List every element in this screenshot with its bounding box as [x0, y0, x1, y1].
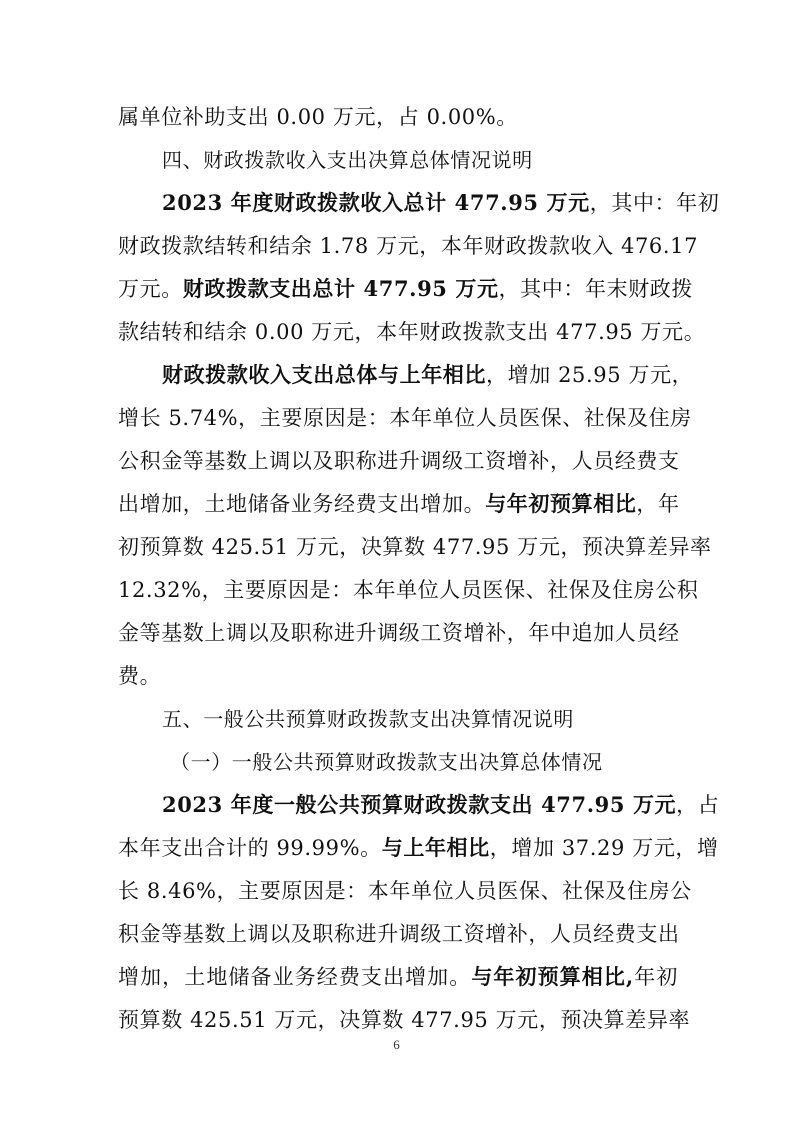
- text-line: [162, 183, 720, 223]
- section-heading-5: 五、一般公共预算财政拨款支出决算情况说明: [162, 707, 574, 731]
- plain-text: ，其中：年末财政拨: [498, 277, 694, 301]
- subsection-heading-1: （一）一般公共预算财政拨款支出决算总体情况: [170, 750, 603, 774]
- text-line: 财政拨款结转和结余 1.78 万元，本年财政拨款收入 476.17: [118, 234, 699, 258]
- plain-text: 本年支出合计的 99.99%。: [118, 836, 382, 860]
- text-line: [118, 828, 719, 868]
- text-line: 款结转和结余 0.00 万元，本年财政拨款支出 477.95 万元。: [118, 320, 706, 344]
- bold-text: 财政拨款支出总计 477.95 万元: [182, 276, 499, 301]
- plain-text: ，其中：年初: [589, 191, 720, 215]
- plain-text: 出增加，土地储备业务经费支出增加。: [118, 492, 486, 516]
- text-line: 12.32%，主要原因是：本年单位人员医保、社保及住房公积: [118, 578, 699, 602]
- text-line: [162, 785, 720, 825]
- text-line: 公积金等基数上调以及职称进升调级工资增补，人员经费支: [118, 449, 680, 473]
- text-line: [118, 269, 694, 309]
- bold-text: 与年初预算相比: [485, 491, 637, 516]
- plain-text: ，占: [676, 793, 720, 817]
- plain-text: ，增加 37.29 万元，增: [489, 836, 719, 860]
- text-line: 初预算数 425.51 万元，决算数 477.95 万元，预决算差异率: [118, 535, 712, 559]
- bold-text: 与上年相比: [381, 835, 490, 860]
- bold-text: 财政拨款收入支出总体与上年相比: [162, 362, 486, 387]
- text-line: 增长 5.74%，主要原因是：本年单位人员医保、社保及住房: [118, 406, 692, 430]
- text-line: 积金等基数上调以及职称进升调级工资增补，人员经费支出: [118, 922, 680, 946]
- plain-text: 增加，土地储备业务经费支出增加。: [118, 965, 472, 989]
- text-line: 属单位补助支出 0.00 万元，占 0.00%。: [118, 105, 518, 129]
- bold-text: 与年初预算相比,: [471, 964, 634, 989]
- bold-text: 2023 年度一般公共预算财政拨款支出 477.95 万元: [162, 792, 677, 817]
- text-line: 金等基数上调以及职称进升调级工资增补，年中追加人员经: [118, 621, 680, 645]
- plain-text: 万元。: [118, 277, 183, 301]
- plain-text: ，增加 25.95 万元，: [486, 363, 694, 387]
- text-line: [162, 355, 694, 395]
- page-number: 6: [393, 1037, 400, 1052]
- plain-text: ，年: [636, 492, 680, 516]
- plain-text: 年初: [633, 965, 678, 989]
- text-line: 长 8.46%，主要原因是：本年单位人员医保、社保及住房公: [118, 879, 692, 903]
- text-line: 费。: [118, 664, 162, 688]
- bold-text: 2023 年度财政拨款收入总计 477.95 万元: [162, 190, 590, 215]
- text-line: [118, 957, 678, 997]
- text-line: 预算数 425.51 万元，决算数 477.95 万元，预决算差异率: [118, 1008, 691, 1032]
- section-heading-4: 四、财政拨款收入支出决算总体情况说明: [162, 148, 533, 172]
- text-line: [118, 484, 678, 524]
